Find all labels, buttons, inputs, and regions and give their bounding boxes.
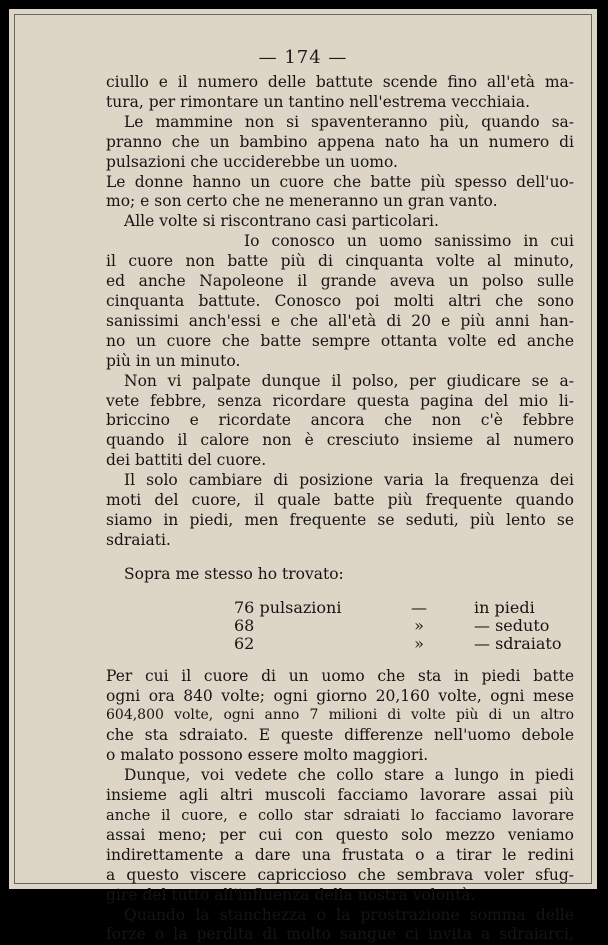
measurement-row <box>106 599 574 617</box>
text-line: ogni ora 840 volte; ogni giorno 20,160 volte, ogni mese <box>106 686 574 705</box>
measurement-count: 76 pulsazioni <box>234 597 342 617</box>
text-line: mo; e son certo che ne meneranno un gran vanto. <box>106 192 498 211</box>
text-line: forze o la perdita di molto sangue ci invita a sdraiarci, <box>106 925 574 944</box>
text-line: Non vi palpate dunque il polso, per giudicare se a- <box>124 371 574 390</box>
text-line: più in un minuto. <box>106 351 241 370</box>
measurement-separator: » <box>414 615 424 635</box>
text-line: quando il calore non è cresciuto insieme al numero <box>106 431 574 450</box>
text-line: Le donne hanno un cuore che batte più spesso dell'uo- <box>106 172 574 191</box>
text-line: no un cuore che batte sempre ottanta volte ed anche <box>106 331 574 350</box>
text-line: ed anche Napoleone il grande aveva un polso sulle <box>106 272 574 291</box>
measurement-count: 62 <box>234 633 255 653</box>
text-line: 604,800 volte, ogni anno 7 milioni di volte più di un altro <box>106 707 574 724</box>
text-line: Le mammine non si spaventeranno più, quando sa- <box>124 112 574 131</box>
text-line: cinquanta battute. Conosco poi molti altri che sono <box>106 291 574 310</box>
text-line: moti del cuore, il quale batte più frequente quando <box>106 491 574 510</box>
measurement-separator: » <box>414 633 424 653</box>
text-line: indirettamente a dare una frustata o a tirar le redini <box>106 845 574 864</box>
book-page <box>9 9 597 944</box>
page-body <box>106 73 574 945</box>
text-line: pranno che un bambino appena nato ha un numero di <box>106 132 574 151</box>
text-line: anche il cuore, e collo star sdraiati lo facciamo lavorare <box>106 807 574 824</box>
text-line: ciullo e il numero delle battute scende fino all'età ma- <box>106 73 574 91</box>
text-line: Quando la stanchezza o la prostrazione somma delle <box>124 905 574 924</box>
measurement-count: 68 <box>234 615 255 635</box>
text-line: dei battiti del cuore. <box>106 451 267 470</box>
text-line: Io conosco un uomo sanissimo in cui <box>244 232 574 251</box>
text-line: tura, per rimontare un tantino nell'estrema vecchiaia. <box>106 92 531 111</box>
text-line: Dunque, voi vedete che collo stare a lungo in piedi <box>124 766 574 785</box>
text-line: insieme agli altri muscoli facciamo lavorare assai più <box>106 786 574 805</box>
text-line: siamo in piedi, men frequente se seduti, più lento se <box>106 510 574 529</box>
text-line: o malato possono essere molto maggiori. <box>106 746 429 765</box>
measurement-row <box>106 617 574 635</box>
text-line: a questo viscere capriccioso che sembrava voler sfug- <box>106 865 574 884</box>
text-line: pulsazioni che ucciderebbe un uomo. <box>106 152 398 171</box>
text-line: sdraiati. <box>106 530 171 549</box>
text-line: il cuore non batte più di cinquanta volte al minuto, <box>106 252 574 271</box>
text-line: gire del tutto all'influenza della nostra volontà. <box>106 885 476 904</box>
measurement-position: — seduto <box>474 615 550 635</box>
text-line: Sopra me stesso ho trovato: <box>124 564 344 583</box>
text-line: che sta sdraiato. E queste differenze nell'uomo debole <box>106 726 574 745</box>
text-line: vete febbre, senza ricordare questa pagina del mio li- <box>106 391 574 410</box>
page-number: — 174 — <box>258 47 348 68</box>
text-line: Alle volte si riscontrano casi particolari. <box>124 212 439 231</box>
text-line: briccino e ricordate ancora che non c'è febbre <box>106 411 574 430</box>
measurement-position: in piedi <box>474 597 535 617</box>
text-line: assai meno; per cui con questo solo mezzo veniamo <box>106 825 574 844</box>
measurement-position: — sdraiato <box>474 633 562 653</box>
measurement-separator: — <box>411 597 427 617</box>
measurement-row <box>106 635 574 653</box>
text-line: sanissimi anch'essi e che all'età di 20 e più anni han- <box>106 311 574 330</box>
text-line: Il solo cambiare di posizione varia la frequenza dei <box>124 471 574 490</box>
text-line: Per cui il cuore di un uomo che sta in piedi batte <box>106 666 574 685</box>
